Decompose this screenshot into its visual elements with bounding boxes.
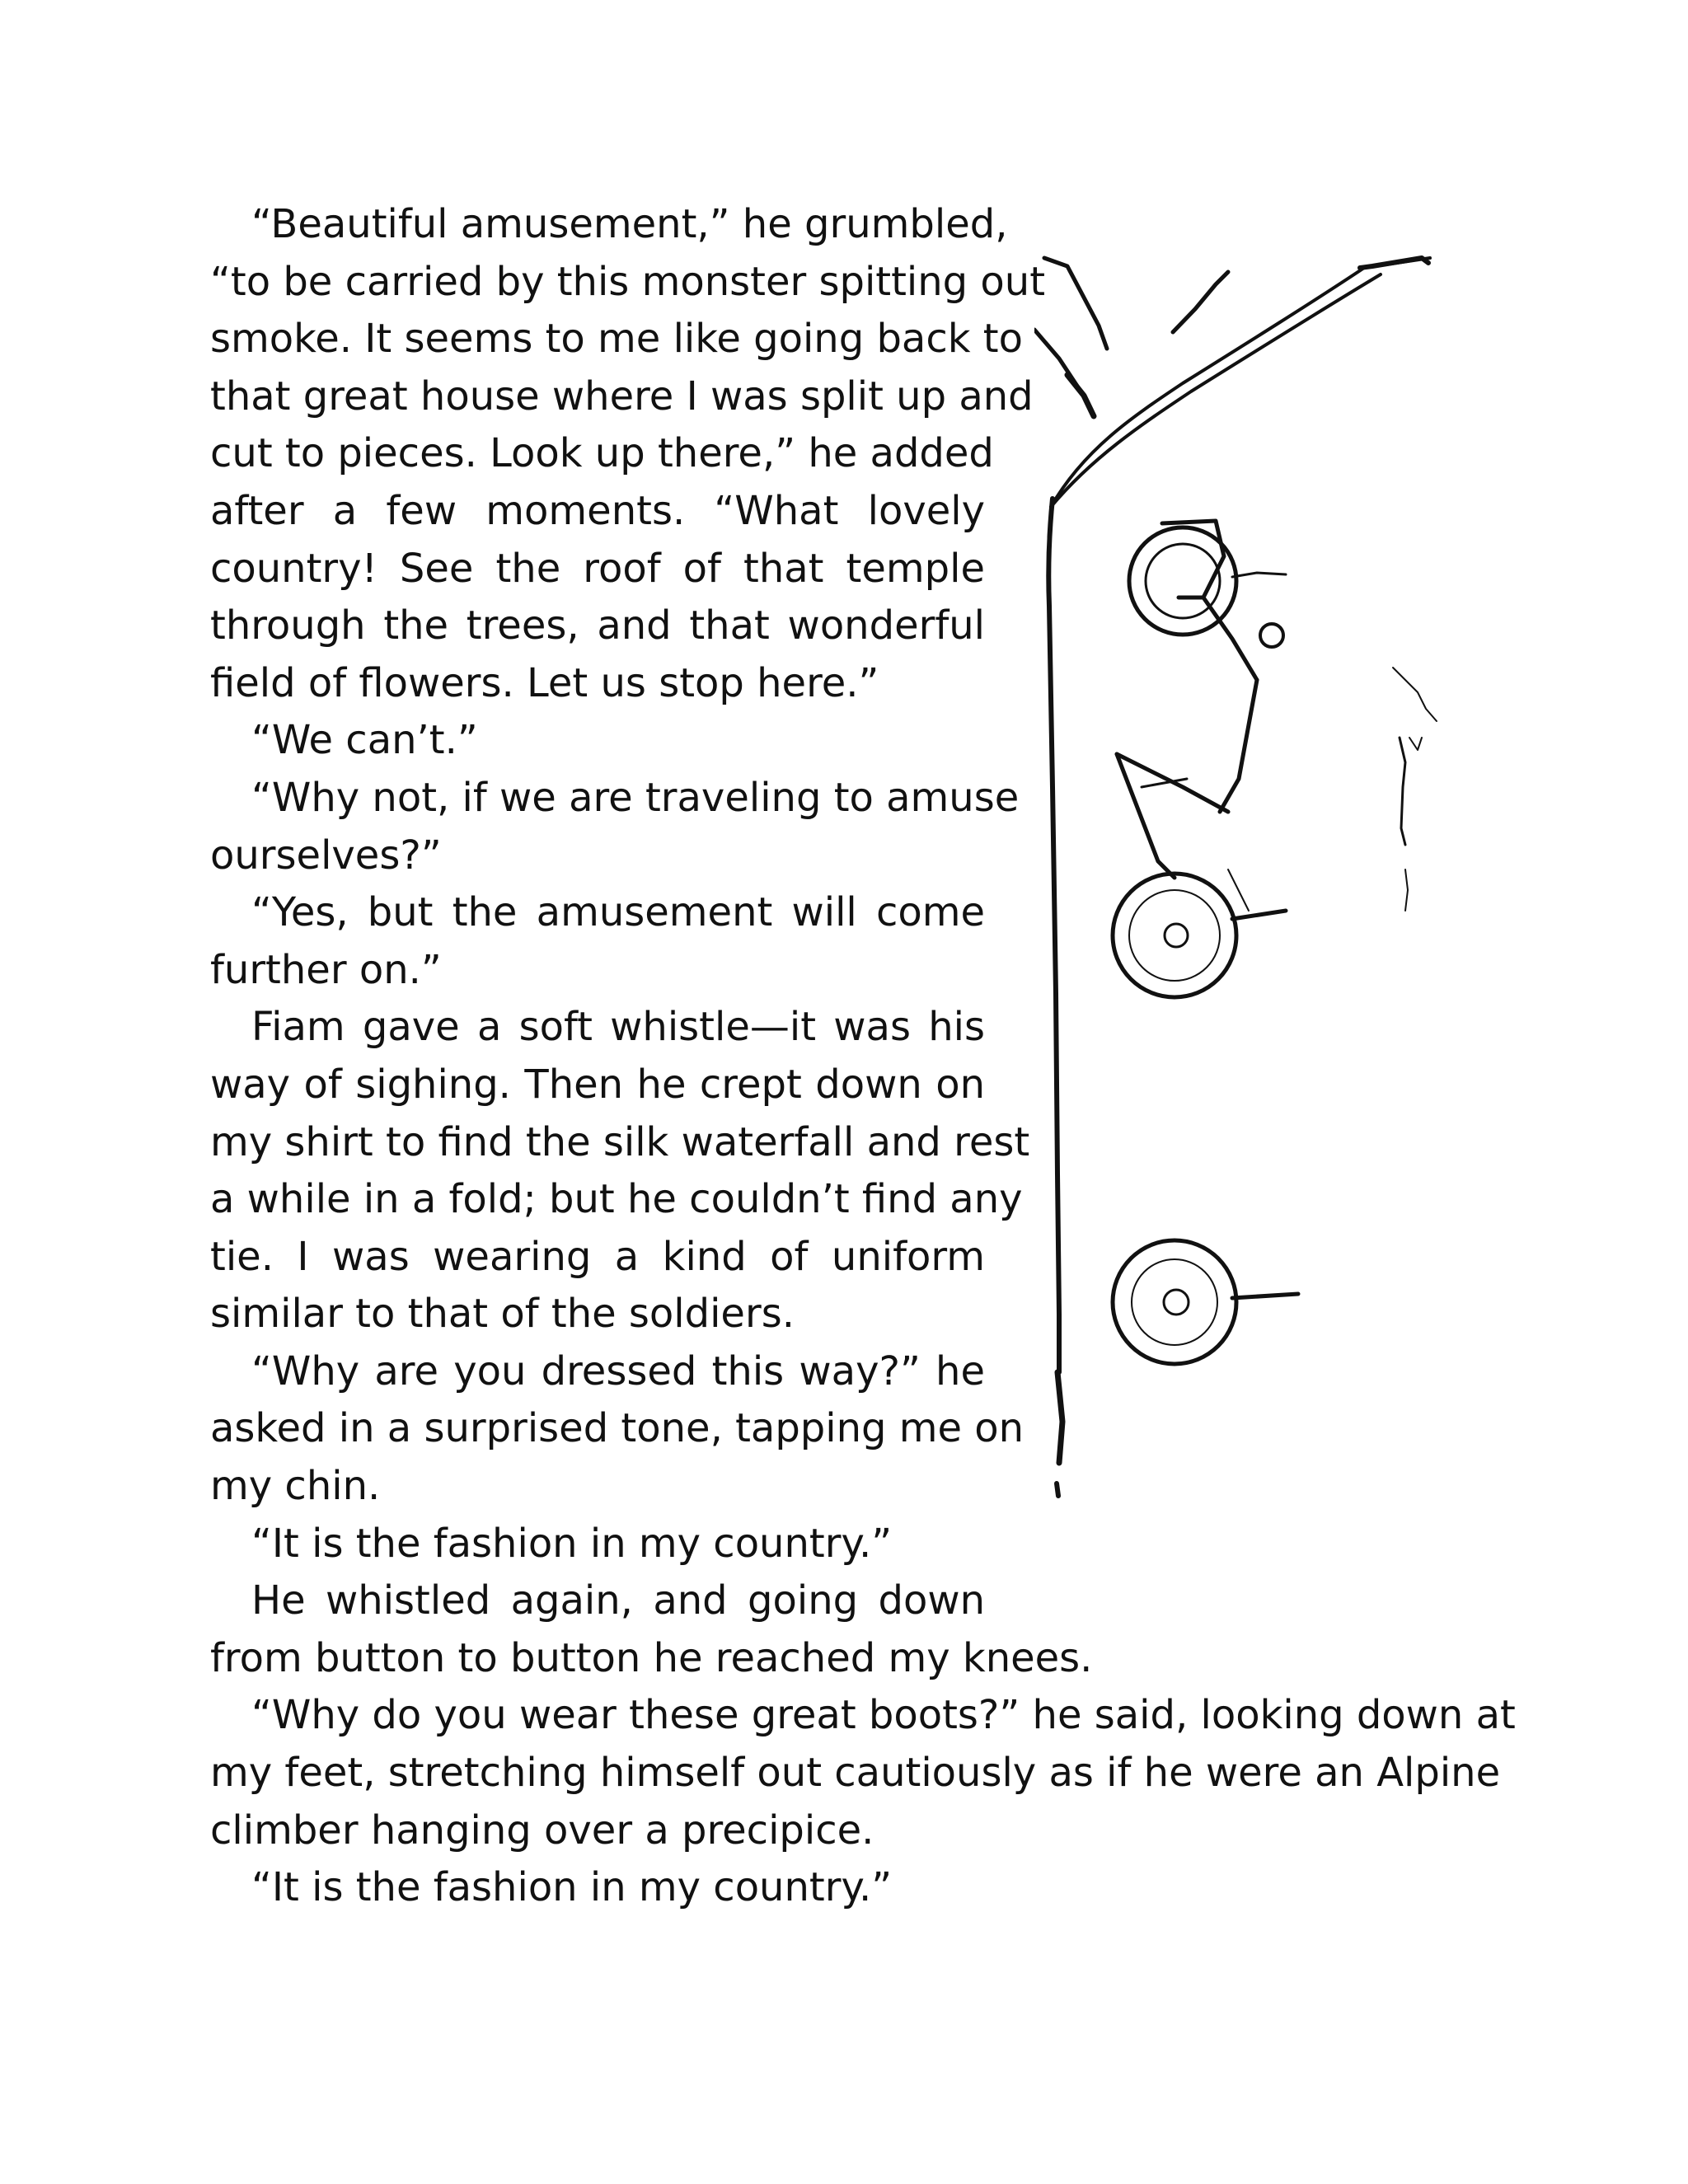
text-line: “Yes, but the amusement will come (251, 889, 985, 936)
text-line: ourselves?” (210, 832, 442, 879)
shirt-sketch-icon (1034, 251, 1447, 1521)
text-line: my feet, stretching himself out cautiously as if he were an Alpine (210, 1750, 1501, 1797)
text-line: “Why do you wear these great boots?” he said, looking down at (251, 1692, 1516, 1739)
text-line: “Beautiful amusement,” he grumbled, (251, 201, 1008, 247)
text-line: through the trees, and that wonderful (210, 602, 985, 649)
text-line: Fiam gave a soft whistle—it was his (251, 1004, 985, 1051)
text-line: smoke. It seems to me like going back to (210, 316, 1023, 363)
text-line: from button to button he reached my knees. (210, 1634, 1093, 1681)
text-line: tie. I was wearing a kind of uniform (210, 1233, 985, 1280)
text-line: field of flowers. Let us stop here.” (210, 659, 879, 706)
text-line: “Why are you dressed this way?” he (251, 1347, 985, 1394)
text-line: “It is the fashion in my country.” (251, 1520, 893, 1567)
text-line: cut to pieces. Look up there,” he added (210, 430, 994, 477)
text-line: my chin. (210, 1463, 381, 1510)
text-line: climber hanging over a precipice. (210, 1807, 874, 1854)
text-line: after a few moments. “What lovely (210, 487, 985, 534)
text-line: “We can’t.” (251, 717, 478, 764)
text-line: similar to that of the soldiers. (210, 1291, 795, 1338)
text-line: “to be carried by this monster spitting out (210, 258, 1046, 305)
text-line: way of sighing. Then he crept down on (210, 1061, 985, 1108)
text-line: that great house where I was split up and (210, 373, 1034, 419)
text-line: “Why not, if we are traveling to amuse (251, 774, 1020, 821)
text-line: my shirt to find the silk waterfall and rest (210, 1118, 1030, 1165)
text-line: He whistled again, and going down (251, 1577, 985, 1624)
text-line: further on.” (210, 946, 442, 993)
text-line: asked in a surprised tone, tapping me on (210, 1405, 1025, 1452)
text-line: country! See the roof of that temple (210, 545, 985, 592)
text-line: “It is the fashion in my country.” (251, 1864, 893, 1911)
text-line: a while in a fold; but he couldn’t find any (210, 1176, 1023, 1223)
